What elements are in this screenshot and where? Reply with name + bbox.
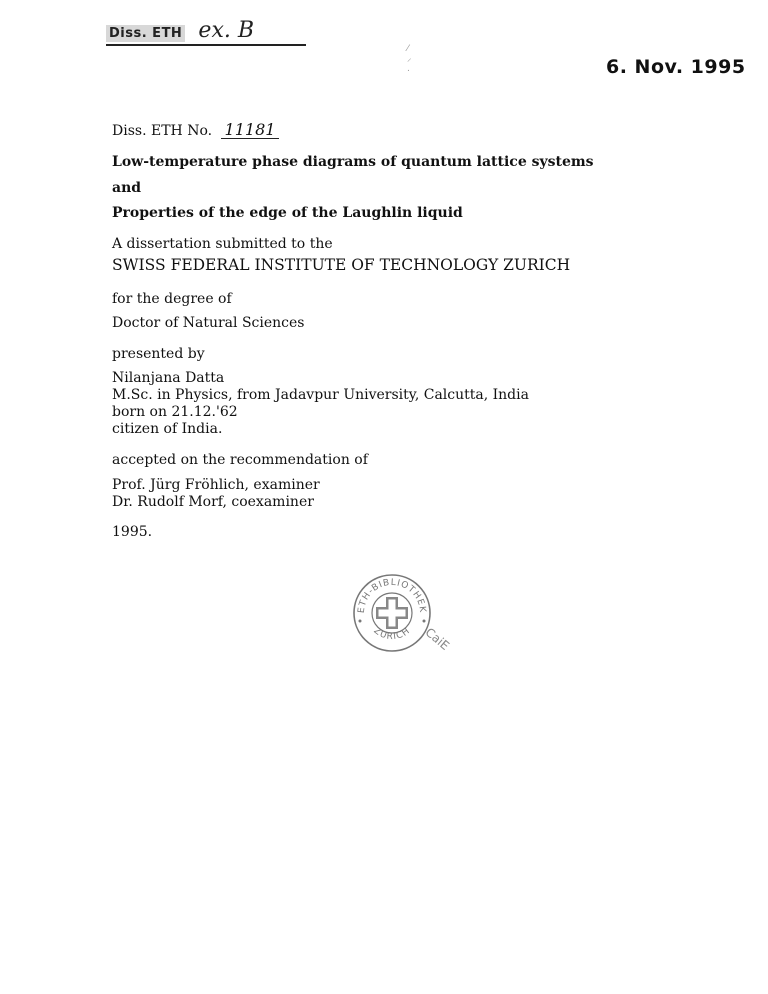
seal-top-text: ETH-BIBLIOTHEK [356, 577, 428, 614]
author-citizenship: citizen of India. [112, 421, 223, 437]
seal-corner-mark: CaiE [422, 625, 453, 653]
date-stamp: 6. Nov. 1995 [606, 56, 746, 78]
seal-bottom-text: ZURICH [371, 625, 413, 643]
institution-name: SWISS FEDERAL INSTITUTE OF TECHNOLOGY ZURICH [112, 256, 571, 274]
author-name: Nilanjana Datta [112, 370, 225, 386]
eth-library-seal-icon [352, 573, 432, 653]
library-stamp [106, 18, 306, 46]
year: 1995. [112, 524, 153, 540]
stray-marks: ⁄ ⸝ . [407, 44, 412, 74]
handwritten-note: ex. B [198, 18, 255, 43]
degree-name: Doctor of Natural Sciences [112, 315, 305, 331]
author-birthdate: born on 21.12.'62 [112, 404, 238, 420]
title-line-2: Properties of the edge of the Laughlin liquid [112, 205, 463, 221]
diss-number-value: 11181 [221, 122, 280, 139]
title-line-1: Low-temperature phase diagrams of quantum lattice systems [112, 154, 594, 170]
submission-intro: A dissertation submitted to the [112, 236, 333, 252]
diss-number-label: Diss. ETH No. [112, 123, 213, 139]
diss-number-line [112, 122, 279, 140]
author-intro: presented by [112, 346, 205, 362]
coexaminer: Dr. Rudolf Morf, coexaminer [112, 494, 314, 510]
degree-intro: for the degree of [112, 291, 232, 307]
title-connector: and [112, 180, 142, 196]
author-qualification: M.Sc. in Physics, from Jadavpur University, Calcutta, India [112, 387, 529, 403]
examiner: Prof. Jürg Fröhlich, examiner [112, 477, 320, 493]
library-stamp-text: Diss. ETH [106, 25, 185, 42]
examiners-intro: accepted on the recommendation of [112, 452, 368, 468]
